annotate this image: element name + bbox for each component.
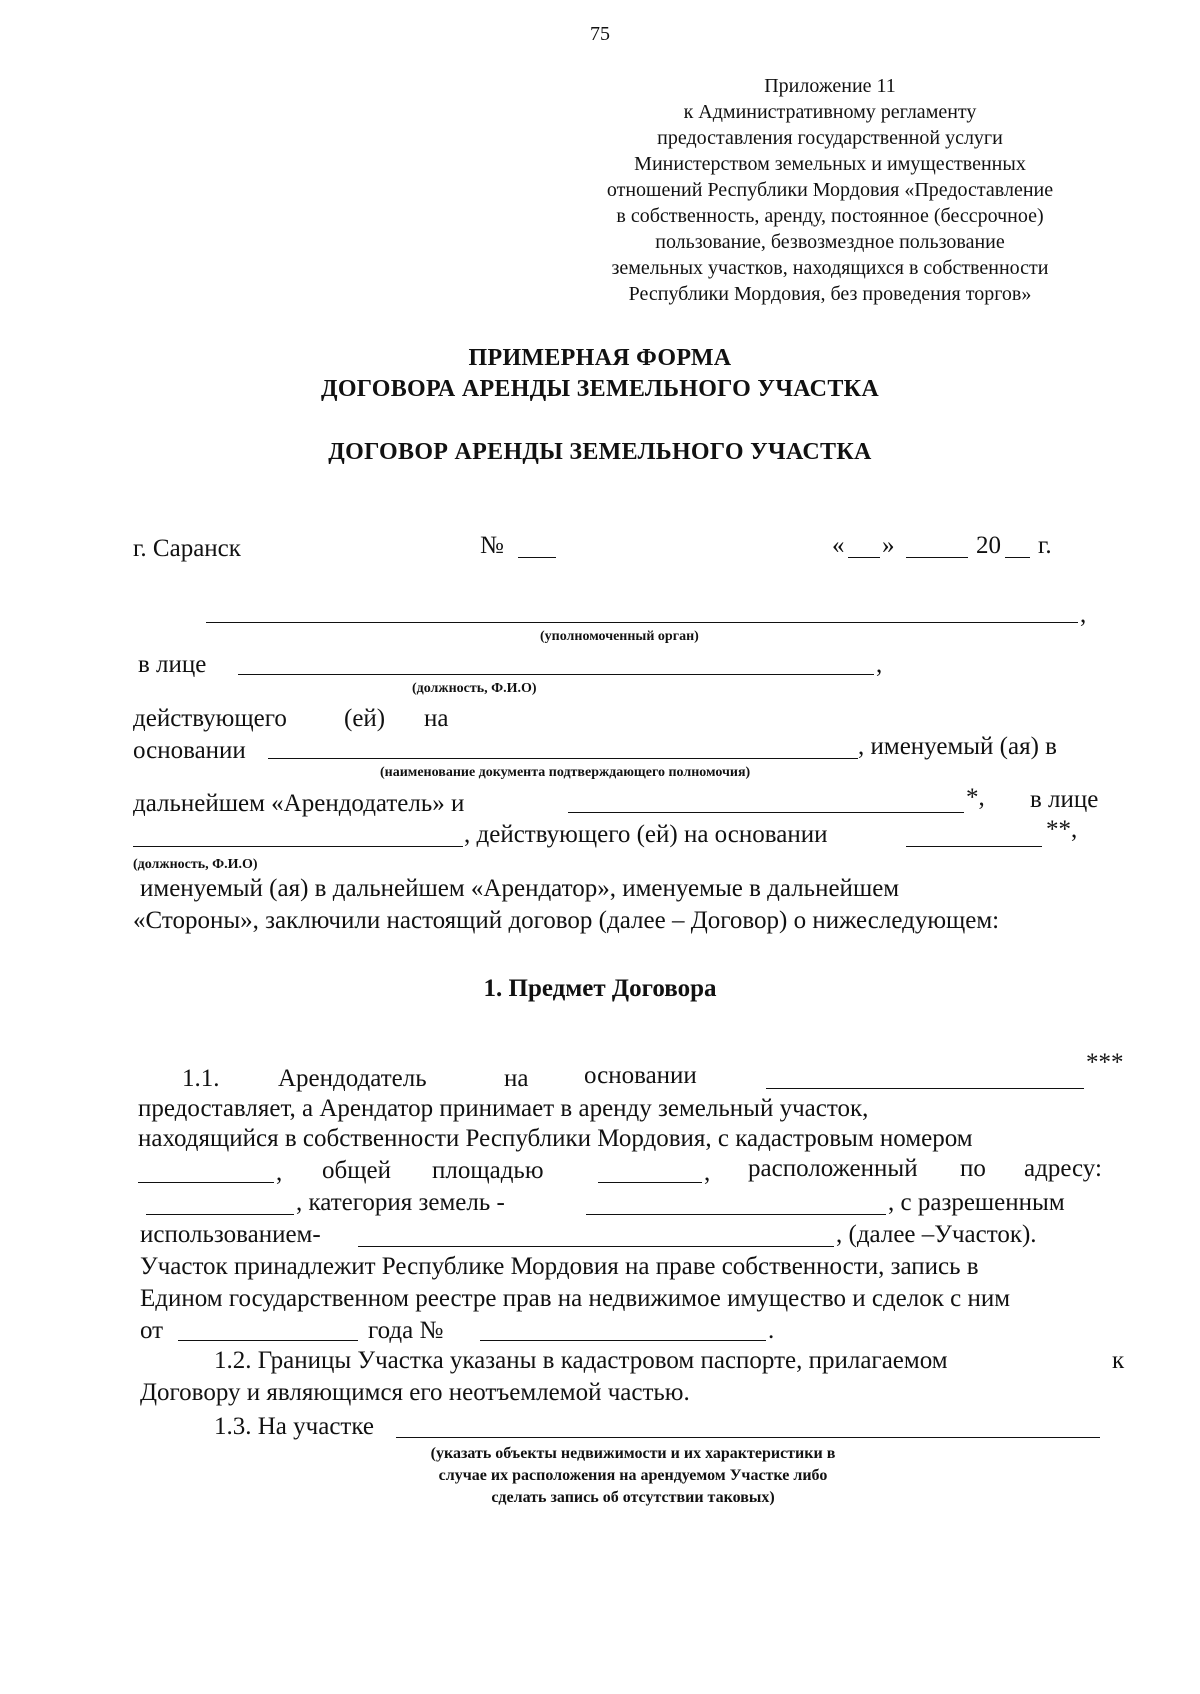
clause-word: общей [322,1157,391,1184]
number-blank[interactable] [518,557,556,558]
heading-line-1: ПРИМЕРНАЯ ФОРМА [468,345,732,371]
clause-word: расположенный [748,1155,918,1182]
footnote-star-1: *, [966,784,985,811]
appendix-line: пользование, безвозмездное пользование [655,231,1005,253]
city: г. Саранск [133,535,241,562]
usage-label: использованием- [140,1221,321,1248]
clause-1-2-line: 1.2. Границы Участка указаны в кадастровом паспорте, прилагаемом [214,1347,948,1374]
clause-word: по [960,1155,986,1182]
acting-word: действующего [133,705,287,732]
appendix-line: земельных участков, находящихся в собственности [611,257,1049,279]
heading-line-2: ДОГОВОРА АРЕНДЫ ЗЕМЕЛЬНОГО УЧАСТКА [321,376,879,402]
clause-1-1-word: Арендодатель [278,1065,427,1092]
area-blank[interactable] [598,1182,702,1183]
caption-doc: (наименование документа подтверждающего полномочия) [380,765,751,780]
comma: , [276,1159,283,1186]
named-label: , именуемый (ая) в [858,733,1057,760]
landlord-line: дальнейшем «Арендодатель» и [133,790,465,817]
clause-1-2-k: к [1112,1347,1125,1374]
registration-number-blank[interactable] [480,1340,766,1341]
permitted-use-label: , с разрешенным [888,1189,1065,1216]
organ-blank[interactable] [206,622,1078,623]
clause-text-line: находящийся в собственности Республики Мордовия, с кадастровым номером [138,1125,973,1152]
year-prefix: 20 [976,532,1001,559]
land-category-label: , категория земель - [296,1189,505,1216]
acting-suffix: (ей) [344,705,386,732]
comma: , [1080,601,1087,628]
property-objects-blank[interactable] [396,1437,1100,1438]
basis-blank[interactable] [268,758,858,759]
usage-suffix: , (далее –Участок). [836,1221,1037,1248]
page-number: 75 [590,23,610,45]
caption-organ: (уполномоченный орган) [540,629,699,644]
footnote-star-2: **, [1046,816,1078,843]
appendix-line: к Административному регламенту [683,101,977,123]
appendix-line: в собственность, аренду, постоянное (бессрочное) [616,205,1044,227]
appendix-line: Приложение 11 [764,75,896,97]
appendix-line: Республики Мордовия, без проведения торгов» [628,283,1032,305]
tenant-name-blank[interactable] [568,812,964,813]
appendix-line: предоставления государственной услуги [657,127,1003,149]
month-blank[interactable] [906,557,968,558]
basis-label: основании [133,737,246,764]
clause-1-1-number: 1.1. [182,1065,220,1092]
from-label: от [140,1317,164,1344]
clause-text-line: предоставляет, а Арендатор принимает в аренду земельный участок, [138,1095,869,1122]
number-sign: № [480,532,504,559]
note-line: (указать объекты недвижимости и их характеристики в [430,1445,836,1462]
clause-1-1-word: основании [584,1062,697,1089]
year-blank[interactable] [1005,557,1030,558]
tenant-line-2: «Стороны», заключили настоящий договор (далее – Договор) о нижеследующем: [133,907,1000,934]
date-quote-close: » [882,532,895,559]
comma: , [876,651,883,678]
tenant-person-blank[interactable] [133,846,463,847]
clause-word: адресу: [1024,1155,1102,1182]
date-quote-open: « [832,532,845,559]
appendix-line: отношений Республики Мордовия «Предоставление [606,179,1054,201]
tenant-line-1: именуемый (ая) в дальнейшем «Арендатор», именуемые в дальнейшем [140,875,900,902]
caption-fio-2: (должность, Ф.И.О) [133,857,258,872]
period: . [768,1317,775,1344]
usage-blank[interactable] [358,1246,834,1247]
tenant-basis-blank[interactable] [906,846,1042,847]
land-category-blank[interactable] [586,1214,886,1215]
person-blank[interactable] [238,674,874,675]
address-blank[interactable] [146,1214,294,1215]
clause-1-3-label: 1.3. На участке [214,1413,374,1440]
in-person-label: в лице [138,651,207,678]
year-number-label: года № [368,1317,444,1344]
caption-fio: (должность, Ф.И.О) [412,681,537,696]
day-blank[interactable] [848,557,880,558]
contract-title: ДОГОВОР АРЕНДЫ ЗЕМЕЛЬНОГО УЧАСТКА [328,439,872,465]
footnote-star-3: *** [1086,1049,1124,1076]
comma: , [704,1159,711,1186]
note-line: случае их расположения на арендуемом Участке либо [438,1467,828,1484]
acting-basis-2: , действующего (ей) на основании [464,821,828,848]
acting-on: на [424,705,449,732]
registration-date-blank[interactable] [178,1340,358,1341]
basis-act-blank[interactable] [766,1088,1084,1089]
appendix-line: Министерством земельных и имущественных [634,153,1026,175]
cadastral-number-blank[interactable] [138,1182,274,1183]
clause-text-line: Едином государственном реестре прав на недвижимое имущество и сделок с ним [140,1285,1011,1312]
clause-text-line: Участок принадлежит Республике Мордовия на праве собственности, запись в [140,1253,979,1280]
section-1-title: 1. Предмет Договора [483,975,717,1002]
clause-1-1-word: на [504,1065,529,1092]
in-person-label-2: в лице [1030,786,1099,813]
clause-1-2-line: Договору и являющимся его неотъемлемой частью. [140,1379,690,1406]
year-suffix: г. [1038,532,1052,559]
clause-word: площадью [432,1157,544,1184]
note-line: сделать запись об отсутствии таковых) [491,1489,775,1506]
